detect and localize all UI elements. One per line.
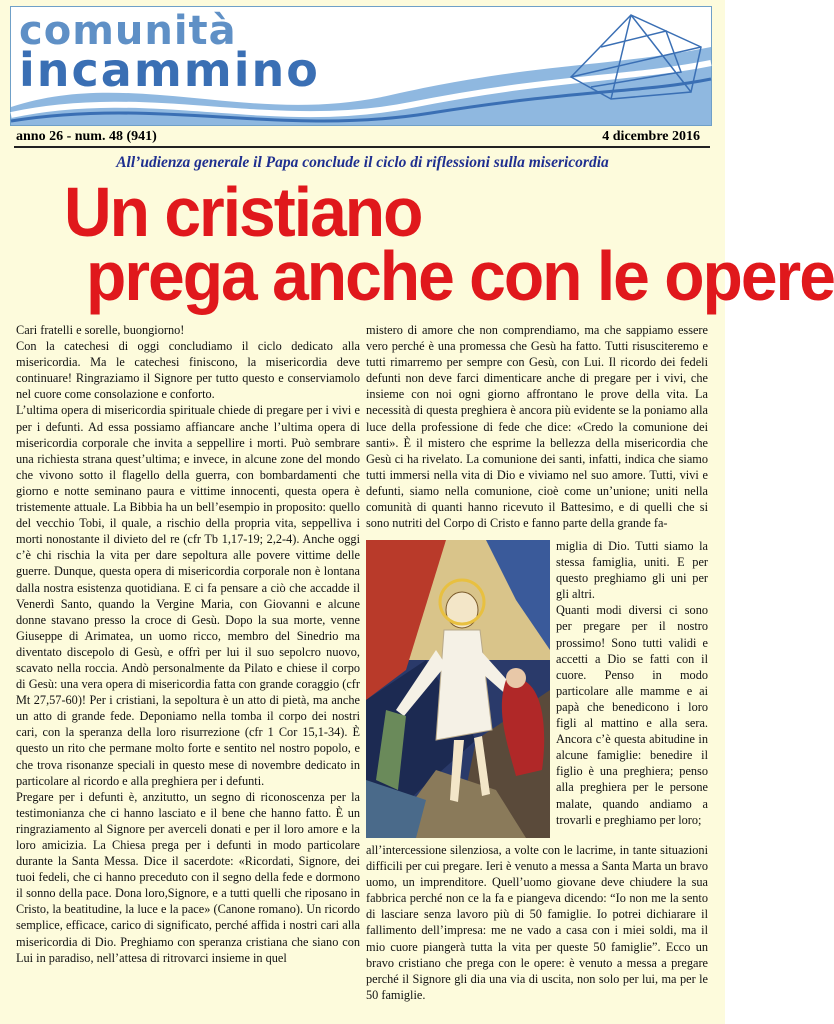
paragraph: Con la catechesi di oggi concludiamo il ciclo dedicato alla misericordia. Ma le catechesi finiscono, la misericordia deve continuare! Ringraziamo il Signore per tutto questo e conserviamolo nel cuore come consolazione e conforto. [16,339,360,402]
right-column-top [366,322,708,531]
paragraph: mistero di amore che non comprendiamo, ma che sappiamo essere vero perché è una promessa che Gesù ha fatto. Tutti risusciteremo e tutti rimarremo per sempre con Gesù, con Lui. Il ricordo dei fedeli defunti non deve farci dimenticare anche di pregare per i vivi, che insieme con noi ogni giorno affrontano le prove della vita. La necessità di questa preghiera è ancora più evidente se la poniamo alla luce della professione di fede che dice: «Credo la comunione dei santi». È il mistero che esprime la bellezza della misericordia che Gesù ci ha rivelato. La comunione dei santi, infatti, indica che siamo tutti immersi nella vita di Dio e viviamo nel suo amore. Tutti, vivi e defunti, siamo nella comunione, cioè come un’unione; uniti nella comunità di quanti hanno ricevuto il Battesimo, e di quelli che si sono nutriti del Corpo di Cristo e fanno parte della grande fa- [366,323,708,531]
article-kicker: All’udienza generale il Papa conclude il ciclo di riflessioni sulla misericordia [116,154,609,171]
paragraph: Pregare per i defunti è, anzitutto, un segno di riconoscenza per la testimonianza che ci hanno lasciato e il bene che hanno fatto. È un ringraziamento al Signore per averceli donati e per il loro amore e la loro amicizia. La Chiesa prega per i defunti in modo particolare durante la Santa Messa. Dice il sacerdote: «Ricordati, Signore, dei tuoi fedeli, che ci hanno preceduto con il segno della fede e dormono il sonno della pace. Dona loro,Signore, e a tutti quelli che riposano in Cristo, la beatitudine, la luce e la pace» (Canone romano). Un ricordo semplice, efficace, carico di significato, perché affida i nostri cari alla misericordia di Dio. Preghiamo con speranza cristiana che siano con Lui in paradiso, nell’attesa di ritrovarci insieme in quel [16,789,360,965]
masthead-line1: comunità [19,8,237,54]
paragraph: Cari fratelli e sorelle, buongiorno! [16,323,185,337]
issue-date: 4 dicembre 2016 [602,129,700,144]
headline-line1: Un cristiano [64,173,422,251]
issue-dateline [14,124,710,148]
right-column-bottom [366,842,708,1003]
masthead-line2: incammino [19,43,320,97]
masthead [10,6,712,126]
headline-line2: prega anche con le opere [86,237,834,315]
paragraph: Quanti modi diversi ci sono per pregare per il nostro prossimo! Sono tutti validi e accetti a Dio se fatti con il cuore. Penso in modo particolare alle mamme e ai papà che benedicono i loro figli al mattino e alla sera. Ancora c’è questa abitudine in alcune famiglie: benedire il figlio è una preghiera; penso alla preghiera per le persone malate, quando andiamo a trovarli e preghiamo per loro; [556,603,708,827]
right-column-narrow [556,538,708,828]
left-column [16,322,360,966]
issue-number: anno 26 - num. 48 (941) [16,129,157,144]
paragraph: miglia di Dio. Tutti siamo la stessa famiglia, uniti. E per questo preghiamo gli uni per gli altri. [556,539,708,602]
masthead-title [19,8,320,97]
paragraph: L’ultima opera di misericordia spirituale chiede di pregare per i vivi e per i defunti. Ad essa possiamo affiancare anche l’ultima opera di misericordia corporale che invita a seppellire i morti. Può sembrare una richiesta strana quest’ultima; e invece, in alcune zone del mondo che vivono sotto il flagello della guerra, con bombardamenti che giorno e notte seminano paura e vittime innocenti, questa opera è tristemente attuale. La Bibbia ha un bell’esempio in proposito: quello del vecchio Tobi, il quale, a rischio della propria vita, seppelliva i morti nonostante il divieto del re (cfr Tb 1,17-19; 2,2-4). Anche oggi c’è chi rischia la vita per dare sepoltura alle povere vittime delle guerre. Dunque, questa opera di misericordia corporale non è lontana dalla nostra esistenza quotidiana. E ci fa pensare a ciò che accadde il Venerdì Santo, quando la Vergine Maria, con Giovanni e alcune donne stavano presso la croce di Gesù. Dopo la sua morte, venne Giuseppe di Arimatea, un uomo ricco, membro del Sinedrio ma diventato discepolo di Gesù, e offrì per lui il suo sepolcro nuovo, scavato nella roccia. Andò personalmente da Pilato e chiese il corpo di Gesù: una vera opera di misericordia fatta con grande coraggio (cfr Mt 27,57-60)! Per i cristiani, la sepoltura è un atto di pietà, ma anche un atto di grande fede. Deponiamo nella tomba il corpo dei nostri cari, con la speranza della loro risurrezione (cfr 1 Cor 15,1-34). È questo un rito che permane molto forte e sentito nel nostro popolo, e che trova risonanze speciali in questo mese di novembre dedicato in particolare al ricordo e alla preghiera per i defunti. [16,403,360,788]
paragraph: all’intercessione silenziosa, a volte con le lacrime, in tante situazioni difficili per cui pregare. Ieri è venuto a messa a Santa Marta un bravo uomo, un imprenditore. Quell’uomo giovane deve chiudere la sua fabbrica perché non ce la fa e piangeva dicendo: “Io non me la sento di lasciare senza lavoro più di 50 famiglie. Io potrei dichiarare il fallimento dell’impresa: me ne vado a casa con i miei soldi, ma il mio cuore piangerà tutta la vita per queste 50 famiglie”. Ecco un bravo cristiano che prega con le opere: è venuto a messa a pregare perché il Signore gli dia una via di uscita, non solo per lui, ma per le 50 famiglie. [366,843,708,1002]
resurrection-mosaic-image [366,540,550,838]
